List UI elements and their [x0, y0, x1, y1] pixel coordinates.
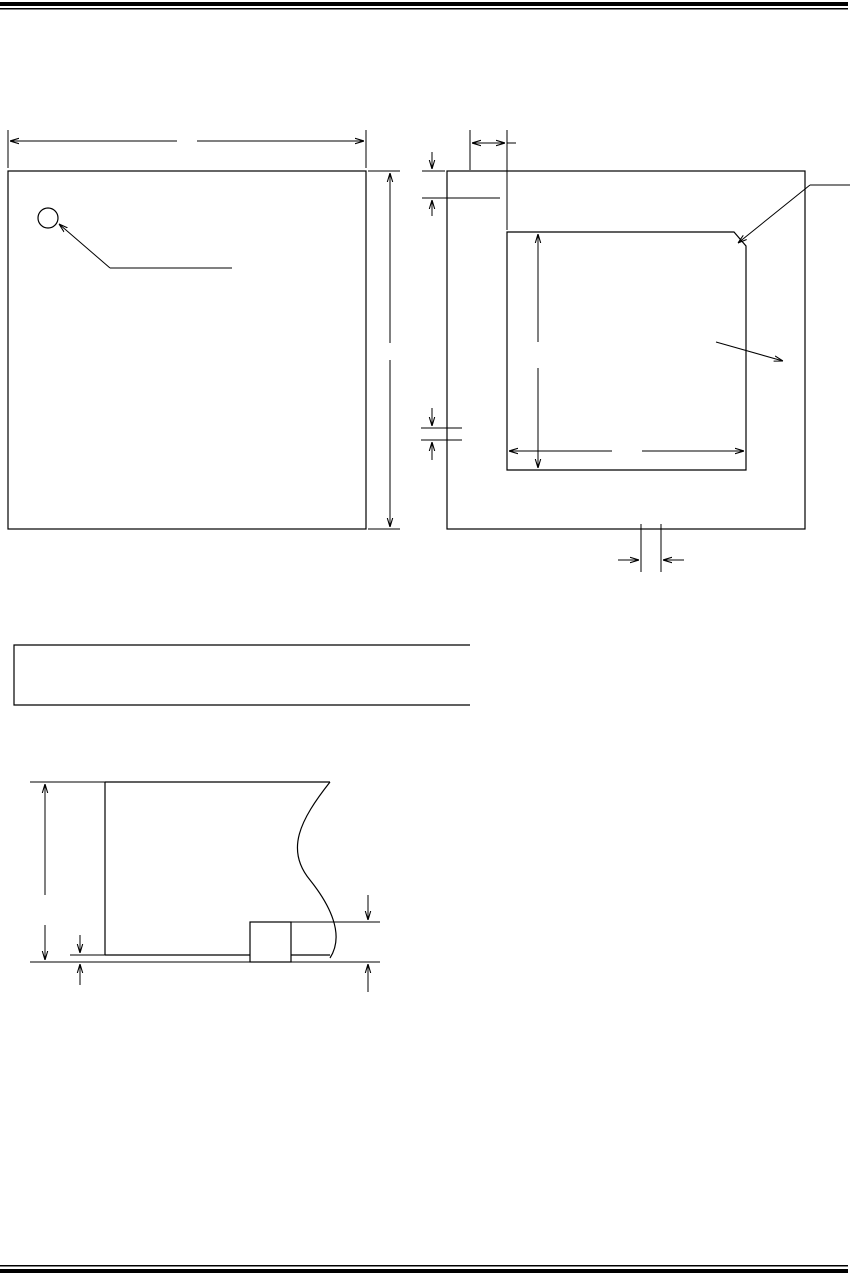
- bottom-view-body: [447, 171, 805, 529]
- footer-rule: [0, 1265, 848, 1273]
- exposed-pad: [507, 232, 746, 470]
- side-view: [14, 645, 470, 705]
- section-detail: [30, 782, 380, 992]
- top-view: [8, 130, 400, 529]
- top-view-body: [8, 171, 366, 529]
- bottom-view: [421, 130, 850, 572]
- pin1-laser-dot: [38, 208, 58, 228]
- header-rule: [0, 2, 848, 10]
- section-terminal: [250, 922, 291, 962]
